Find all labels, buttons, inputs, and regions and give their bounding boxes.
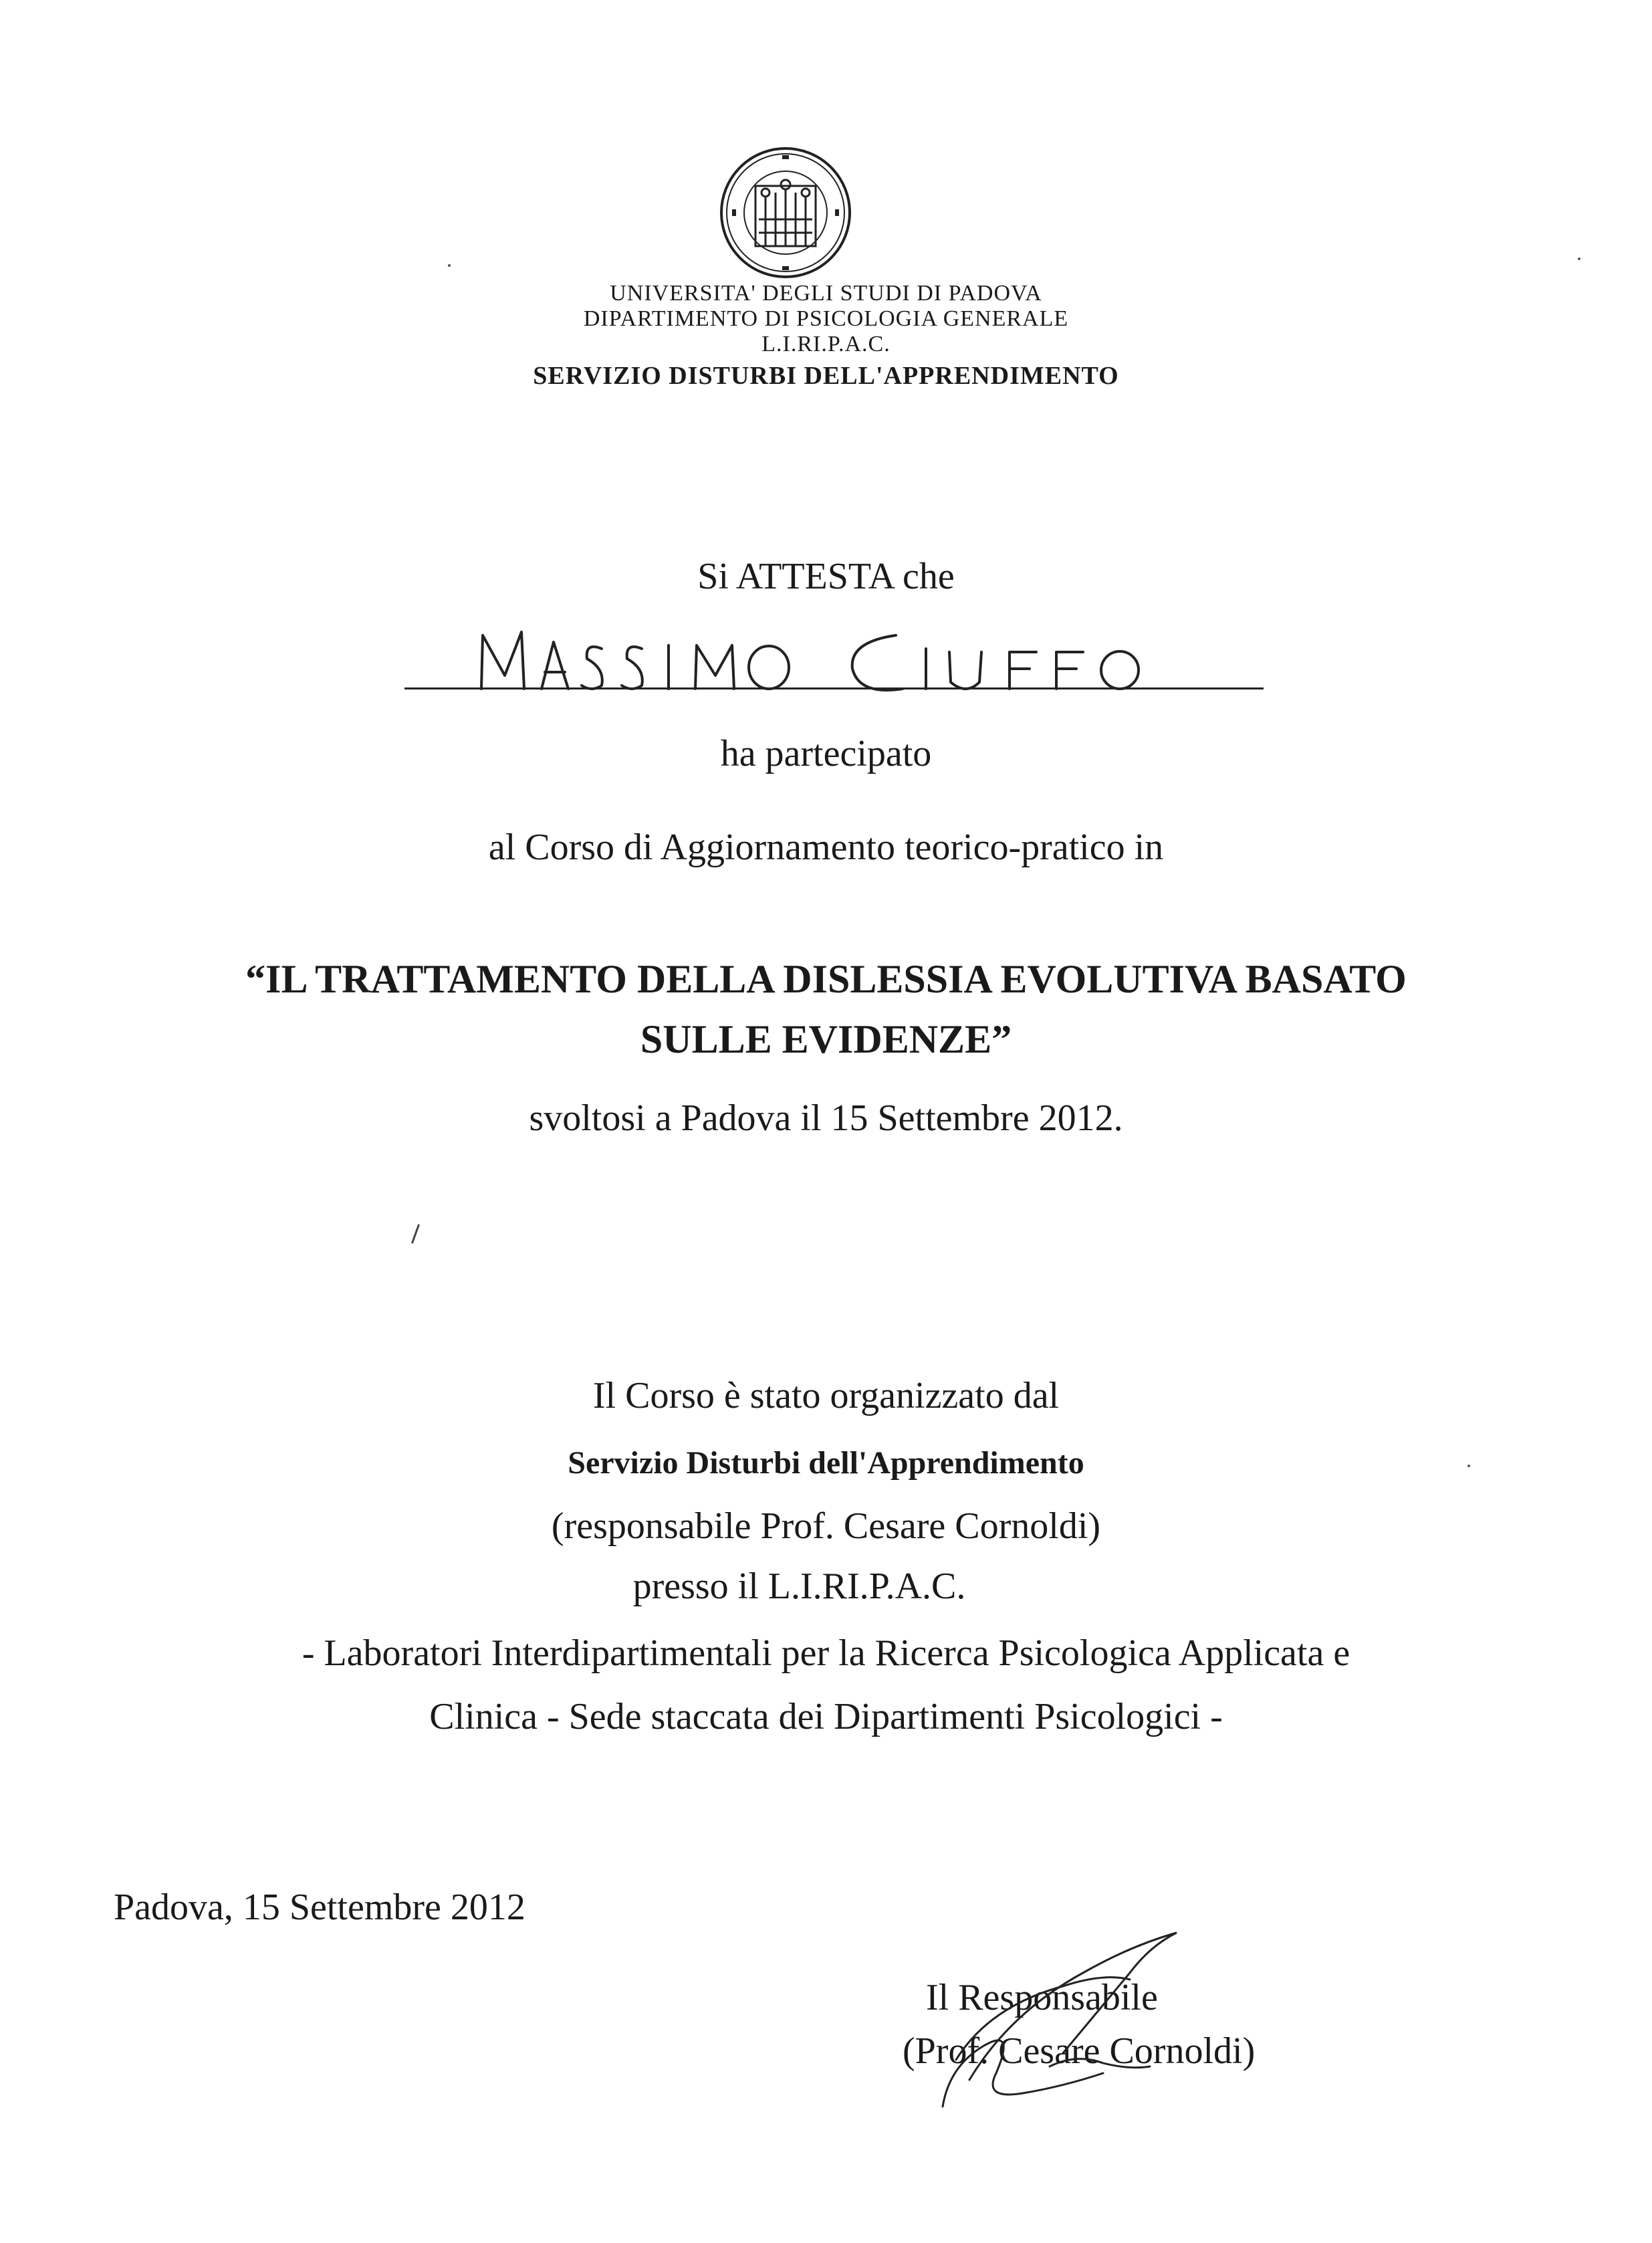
organizer-intro: Il Corso è stato organizzato dal — [592, 1375, 1060, 1416]
service-name: SERVIZIO DISTURBI DELL'APPRENDIMENTO — [533, 362, 1119, 390]
university-name: UNIVERSITA' DEGLI STUDI DI PADOVA — [610, 281, 1042, 306]
stray-mark — [411, 1224, 420, 1243]
attesta-text: Si ATTESTA che — [697, 556, 955, 597]
participant-name-handwriting — [468, 622, 1203, 696]
handwritten-signature — [929, 1919, 1223, 2120]
signatory-role: Il Responsabile — [926, 1977, 1158, 2018]
lab-name: L.I.RI.P.A.C. — [761, 332, 891, 356]
course-date-text: svoltosi a Padova il 15 Settembre 2012. — [529, 1097, 1123, 1139]
place-date: Padova, 15 Settembre 2012 — [114, 1887, 525, 1928]
course-title-line1: “IL TRATTAMENTO DELLA DISLESSIA EVOLUTIVA BASATO — [245, 957, 1407, 1001]
organizer-responsible: (responsabile Prof. Cesare Cornoldi) — [551, 1505, 1101, 1547]
signatory-name: (Prof. Cesare Cornoldi) — [903, 2030, 1256, 2072]
organizer-service: Servizio Disturbi dell'Apprendimento — [568, 1445, 1084, 1481]
organizer-location: presso il L.I.RI.P.A.C. — [632, 1566, 966, 1607]
speck — [448, 264, 451, 267]
participated-text: ha partecipato — [720, 733, 932, 774]
university-seal-icon — [719, 146, 852, 280]
course-title-line2: SULLE EVIDENZE” — [640, 1017, 1012, 1061]
name-underline — [404, 687, 1264, 689]
department-name: DIPARTIMENTO DI PSICOLOGIA GENERALE — [583, 306, 1069, 331]
course-intro: al Corso di Aggiornamento teorico-pratico in — [488, 827, 1164, 868]
speck — [1578, 257, 1580, 260]
organizer-lab-line1: - Laboratori Interdipartimentali per la Ricerca Psicologica Applicata e — [302, 1632, 1350, 1674]
organizer-lab-line2: Clinica - Sede staccata dei Dipartimenti Psicologici - — [429, 1696, 1223, 1737]
